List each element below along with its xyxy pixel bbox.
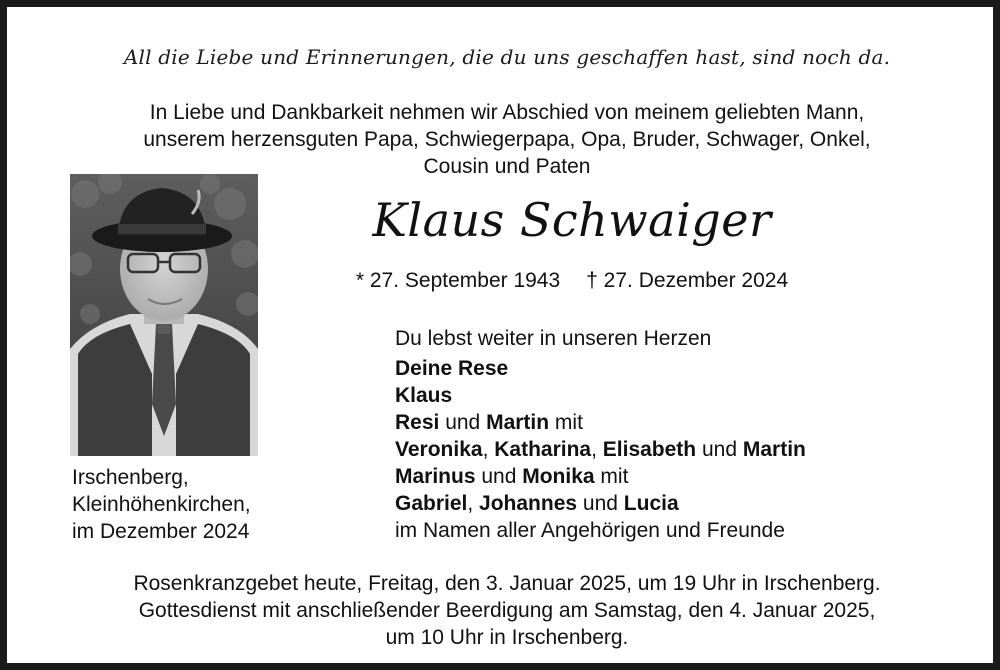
mourner-name: Gabriel [395,492,468,515]
mourner-list [395,355,955,544]
mourner-connector: und [475,465,523,488]
birth-date: * 27. September 1943 [355,269,561,292]
mourner-connector: und [577,492,624,515]
place-line: Kleinhöhenkirchen, [72,493,251,516]
mourner-connector: , [482,438,495,461]
deceased-name: Klaus Schwaiger [372,193,772,247]
mourner-connector: , [591,438,603,461]
mourner-name: Marinus [395,465,476,488]
life-dates [307,269,837,293]
mourner-line [395,409,955,436]
mourner-name: Elisabeth [602,438,697,461]
service-line: Rosenkranzgebet heute, Freitag, den 3. Januar 2025, um 19 Uhr in Irschenberg. [133,572,881,595]
mourner-name: Johannes [479,492,578,515]
mourner-name: Veronika [395,438,483,461]
mourner-line [395,517,955,544]
service-info [7,570,1000,651]
death-date: † 27. Dezember 2024 [586,269,789,292]
mourner-connector: und [696,438,743,461]
mourner-line [395,463,955,490]
mourner-name: Lucia [623,492,679,515]
mourners-intro: Du lebst weiter in unseren Herzen [395,327,712,350]
portrait-photo [70,174,258,456]
mourner-connector: im Namen aller Angehörigen und Freunde [395,519,785,542]
place-line: im Dezember 2024 [72,520,250,543]
motto-line: All die Liebe und Erinnerungen, die du uns geschaffen hast, sind noch da. [123,45,891,69]
mourner-name: Deine Rese [395,357,509,380]
mourner-name: Resi [395,411,440,434]
intro-line: Cousin und Paten [423,155,591,178]
mourner-line [395,355,955,382]
mourner-line [395,490,955,517]
mourner-name: Martin [486,411,550,434]
mourner-connector: mit [594,465,629,488]
intro-line: unserem herzensguten Papa, Schwiegerpapa, Opa, Bruder, Schwager, Onkel, [143,128,871,151]
place-line: Irschenberg, [72,466,189,489]
mourner-name: Katharina [494,438,592,461]
mourner-line [395,382,955,409]
mourner-name: Monika [522,465,595,488]
mourner-name: Klaus [395,384,453,407]
mourner-connector: , [467,492,480,515]
mourner-connector: und [439,411,487,434]
intro-line: In Liebe und Dankbarkeit nehmen wir Abschied von meinem geliebten Mann, [149,101,865,124]
mourner-line [395,436,955,463]
service-line: um 10 Uhr in Irschenberg. [385,626,629,649]
service-line: Gottesdienst mit anschließender Beerdigung am Samstag, den 4. Januar 2025, [138,599,876,622]
mourner-connector: mit [549,411,583,434]
intro-text [7,99,1000,180]
place-and-date [72,464,302,545]
mourners-block [395,325,955,544]
mourner-name: Martin [742,438,806,461]
